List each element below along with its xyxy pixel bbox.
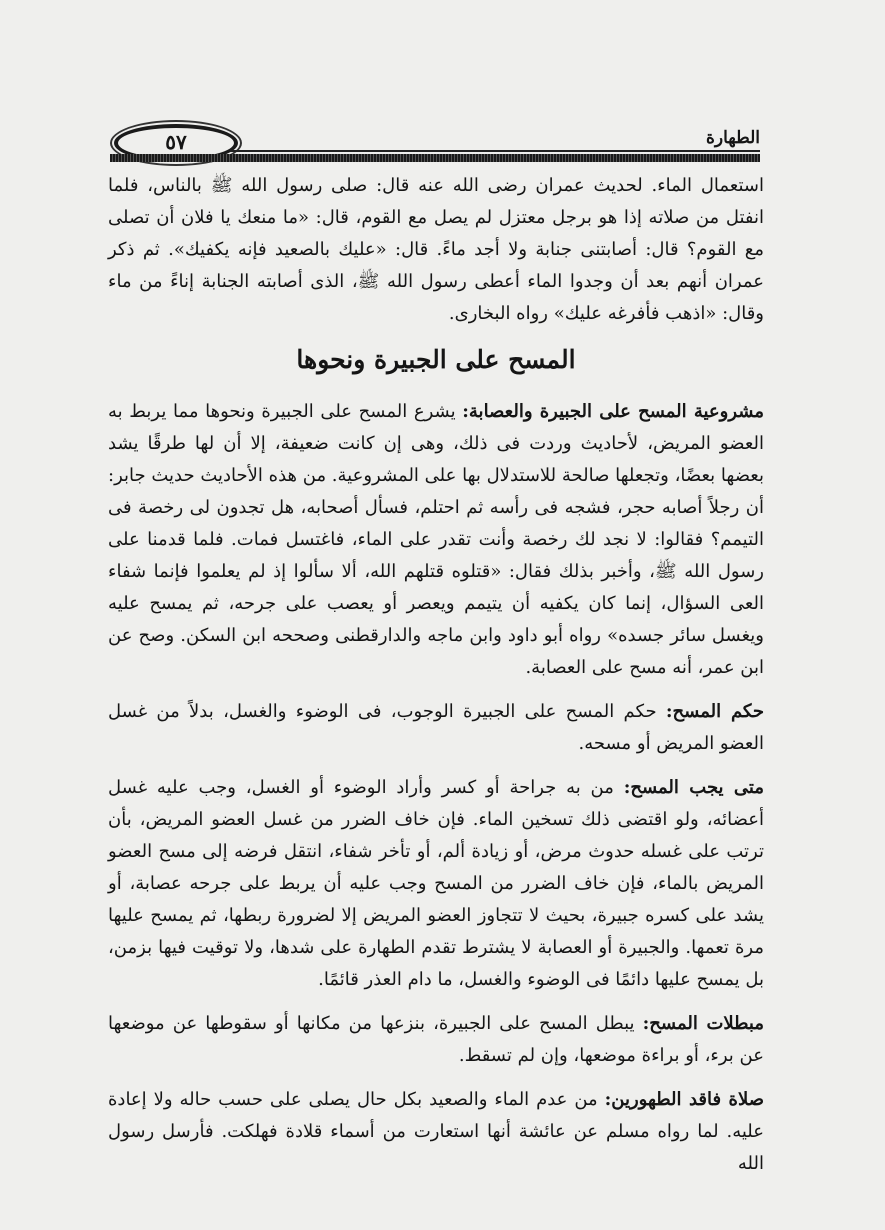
paragraph [108,696,764,760]
page-header [110,118,760,162]
header-rule [110,154,760,162]
paragraph [108,1008,764,1072]
paragraph [108,1084,764,1180]
body-text [108,170,764,1192]
chapter-title: الطهارة [706,128,760,148]
header-thin-rule [230,150,760,152]
paragraph-text: من به جراحة أو كسر وأراد الوضوء أو الغسل، وجب عليه غسل أعضائه، ولو اقتضى ذلك تسخين الماء. فإن خاف الضرر من غسل العضو المريض، بأن ترتب على غسله حدوث مرض، أو زيادة ألم، أو تأخر شفاء، انتقل فرضه إلى مسح العضو المريض بالماء، فإن خاف الضرر من المسح وجب عليه أن يربط على جرحه عصابة، أو يشد على كسره جبيرة، بحيث لا تتجاوز العضو المريض إلا لضرورة ربطها، ثم يمسح عليها مرة تعمها. والجبيرة أو العصابة لا يشترط تقدم الطهارة على شدها، ولا توقيت فيها بزمن، بل يمسح عليها دائمًا فى الوضوء والغسل، ما دام العذر قائمًا. [108,777,764,990]
paragraph-text: يبطل المسح على الجبيرة، بنزعها من مكانها أو سقوطها عن موضعها عن برء، أو براءة موضعها، وإن لم تسقط. [108,1013,764,1066]
paragraph: استعمال الماء. لحديث عمران رضى الله عنه قال: صلى رسول الله ﷺ بالناس، فلما انفتل من صلاته إذا هو برجل معتزل لم يصل مع القوم، قال: «ما منعك يا فلان أن تصلى مع القوم؟ قال: أصابتنى جنابة ولا أجد ماءً. قال: «عليك بالصعيد فإنه يكفيك». ثم ذكر عمران أنهم بعد أن وجدوا الماء أعطى رسول الله ﷺ، الذى أصابته الجنابة إناءً من ماء وقال: «اذهب فأفرغه عليك» رواه البخارى. [108,175,764,324]
paragraph-lead: مبطلات المسح: [642,1013,765,1034]
paragraph [108,396,764,684]
paragraph-text: يشرع المسح على الجبيرة ونحوها مما يربط به العضو المريض، لأحاديث وردت فى ذلك، وهى إن كانت ضعيفة، إلا أن لها طرقًا يشد بعضها بعضًا، وتجعلها صالحة للاستدلال بها على المشروعية. من هذه الأحاديث حديث جابر: أن رجلاً أصابه حجر، فشجه فى رأسه ثم احتلم، فسأل أصحابه، هل تجدون لى رخصة فى التيمم؟ فقالوا: لا نجد لك رخصة وأنت تقدر على الماء، فاغتسل فمات. فلما قدمنا على رسول الله ﷺ، وأخبر بذلك فقال: «قتلوه قتلهم الله، ألا سألوا إذ لم يعلموا فإنما شفاء العى السؤال، إنما كان يكفيه أن يتيمم ويعصر أو يعصب على جرحه، ثم يمسح عليه ويغسل سائر جسده» رواه أبو داود وابن ماجه والدارقطنى وصححه ابن السكن. وصح عن ابن عمر، أنه مسح على العصابة. [108,401,764,678]
paragraph-lead: مشروعية المسح على الجبيرة والعصابة: [462,401,764,422]
section-heading: المسح على الجبيرة ونحوها [296,345,576,374]
paragraph-text: من عدم الماء والصعيد بكل حال يصلى على حسب حاله ولا إعادة عليه. لما رواه مسلم عن عائشة أنها استعارت من أسماء قلادة فهلكت. فأرسل رسول الله [108,1089,764,1174]
page-number: ٥٧ [165,130,187,154]
paragraph-lead: متى يجب المسح: [623,777,764,798]
paragraph-lead: حكم المسح: [665,701,764,722]
paragraph [108,772,764,996]
paragraph-text: حكم المسح على الجبيرة الوجوب، فى الوضوء والغسل، بدلاً من غسل العضو المريض أو مسحه. [108,701,764,754]
paragraph-lead: صلاة فاقد الطهورين: [604,1089,764,1110]
